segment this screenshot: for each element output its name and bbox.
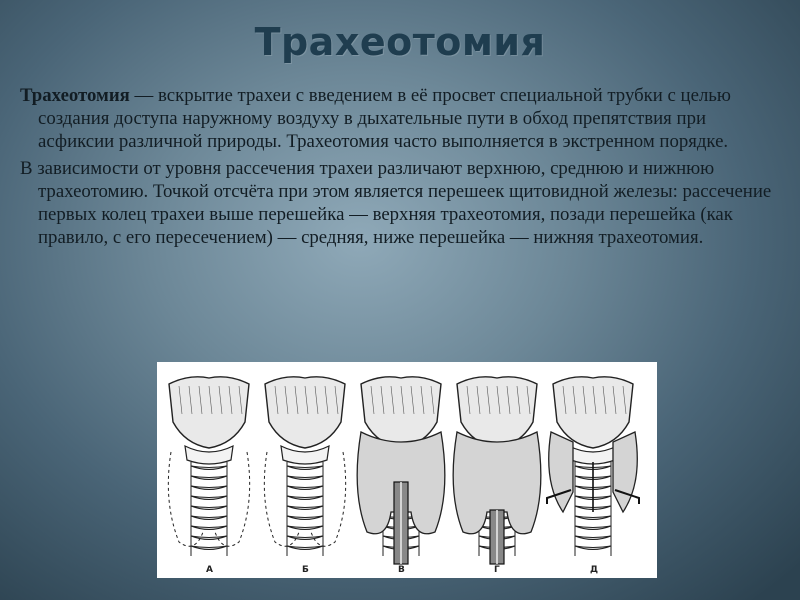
definition-paragraph [20,84,780,153]
tracheotomy-illustration [157,362,657,578]
definition-term: Трахеотомия [20,85,130,106]
panel-label: В [398,565,405,575]
definition-text: — вскрытие трахеи с введением в её просвет специальной трубки с целью создания доступа наружному воздуху в дыхательные пути в обход препятствия при асфиксии различной природы. Трахеотомия часто выполняется в экстренном порядке. [38,85,731,152]
thyroid-lobe [549,432,573,512]
trachea-ring [575,516,611,520]
panel-label: Б [302,565,309,575]
panel-3 [357,377,445,575]
classification-paragraph: В зависимости от уровня рассечения трахеи различают верхнюю, среднюю и нижнюю трахеотомию. Точкой отсчёта при этом является перешеек щитовидной железы: рассечение первых колец трахеи выше перешейка — верхняя трахеотомия, позади перешейка (как правило, с его пересечением) — средняя, ниже перешейка — нижняя трахеотомия. [20,158,772,248]
trachea-ring [575,526,611,530]
trachea-ring [287,546,323,550]
panel-1 [168,377,249,575]
panel-5 [547,377,639,575]
panel-2 [264,377,345,575]
trachea-ring [287,516,323,520]
trachea-ring [191,486,227,490]
trachea-ring [287,466,323,470]
trachea-ring [575,546,611,550]
trachea-ring [191,546,227,550]
panel-label: Д [590,565,599,575]
trachea-ring [191,526,227,530]
slide-title: Трахеотомия [254,20,546,64]
trachea-ring [287,476,323,480]
trachea-ring [287,486,323,490]
trachea-ring [287,496,323,500]
panel-label: Г [494,565,500,575]
trachea-ring [191,516,227,520]
panel-4 [453,377,541,575]
panel-label: А [206,565,213,575]
trachea-ring [191,466,227,470]
trachea-ring [287,506,323,510]
trachea-ring [191,476,227,480]
trachea-ring [191,536,227,540]
body-text [20,84,780,253]
trachea-ring [191,496,227,500]
trachea-ring [575,536,611,540]
trachea-ring [287,536,323,540]
trachea-ring [287,526,323,530]
thyroid-lobe [613,432,637,512]
trachea-ring [191,506,227,510]
